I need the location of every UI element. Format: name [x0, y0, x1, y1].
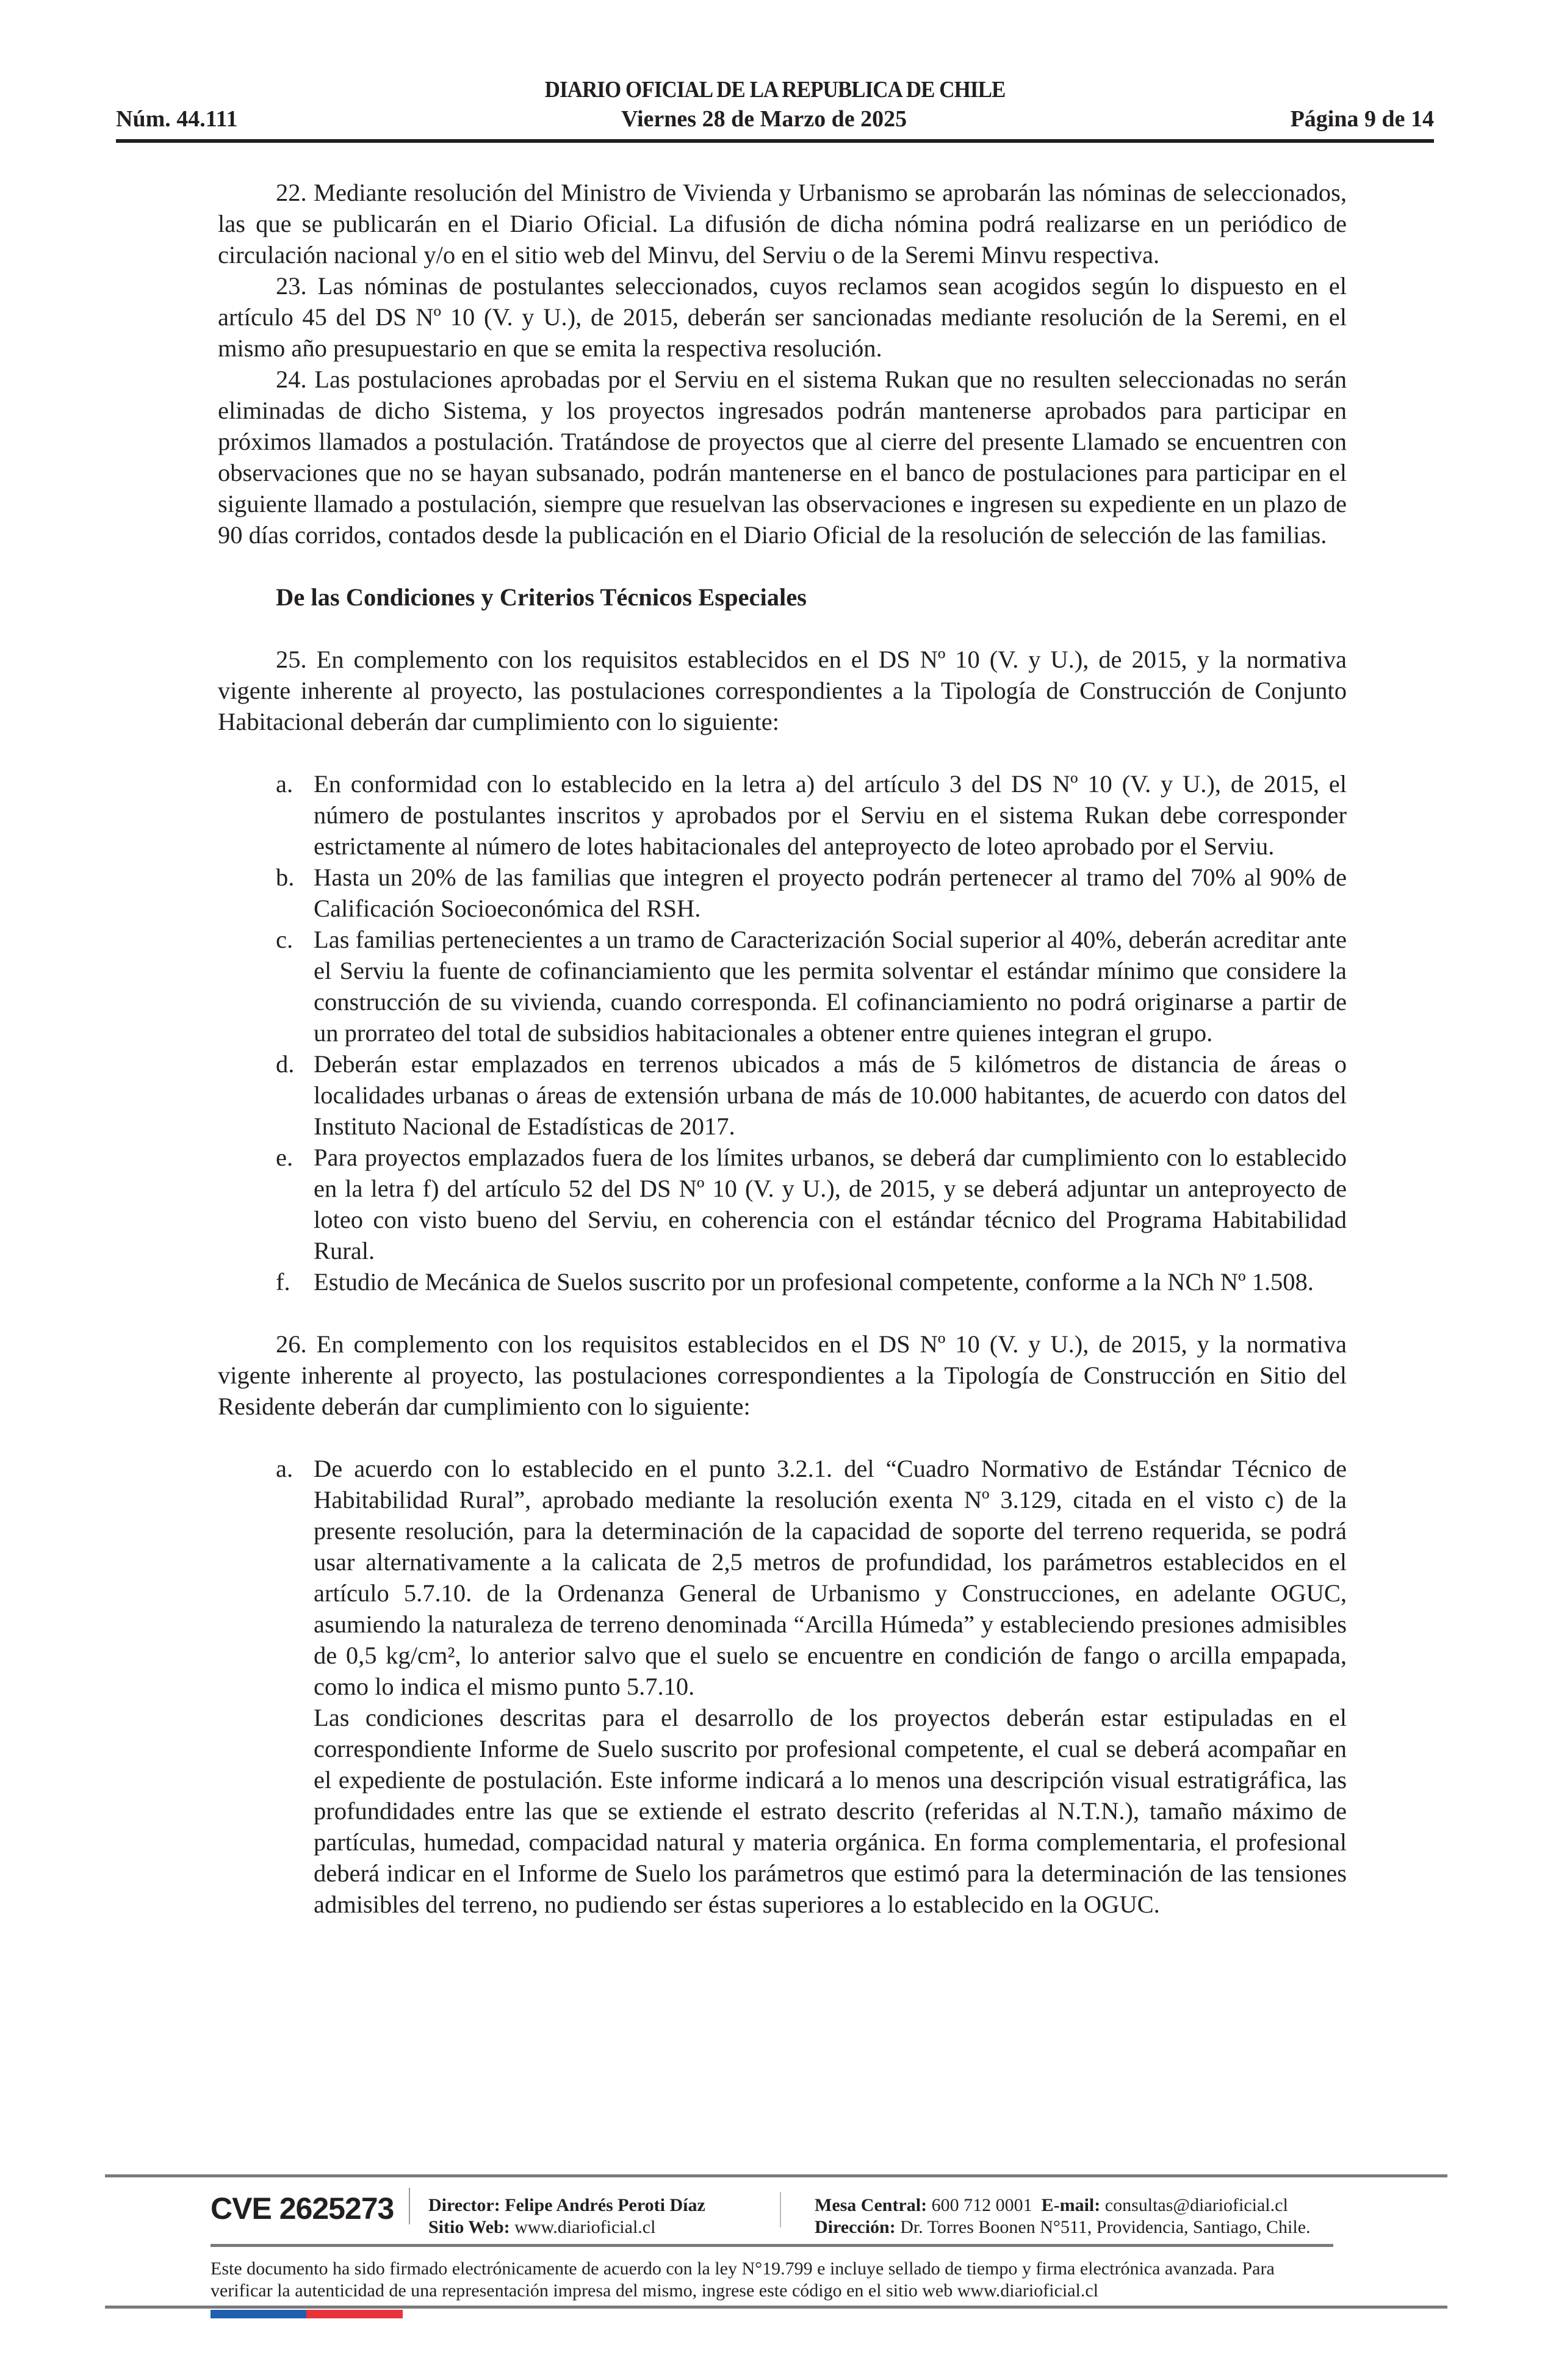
issue-number: Núm. 44.111: [116, 106, 238, 132]
publication-title: DIARIO OFICIAL DE LA REPUBLICA DE CHILE: [544, 77, 1006, 103]
cve-code: CVE 2625273: [211, 2191, 394, 2226]
web-label: Sitio Web:: [428, 2217, 510, 2237]
email-label: E-mail:: [1041, 2195, 1101, 2215]
paragraph-24: 24. Las postulaciones aprobadas por el Serviu en el sistema Rukan que no resulten seleccionadas no serán eliminadas de dicho Sistema, y los proyectos ingresados podrán mantenerse aprobados para participar en próximos llamados a postulación. Tratándose de proyectos que al cierre del presente Llamado se encuentren con observaciones que no se hayan subsanado, podrán mantenerse en el banco de postulaciones para participar en el siguiente llamado a postulación, siempre que resuelvan las observaciones e ingresen su expediente en un plazo de 90 días corridos, contados desde la publicación en el Diario Oficial de la resolución de selección de las familias.: [218, 366, 1347, 549]
phone-label: Mesa Central:: [815, 2195, 927, 2215]
page-header: [116, 76, 1434, 132]
footer-separator: [780, 2192, 781, 2227]
list-item: a. En conformidad con lo establecido en la letra a) del artículo 3 del DS Nº 10 (V. y U.), de 2015, el número de postulantes inscritos y aprobados por el Serviu en el sistema Rukan debe corresponder estrictamente al número de lotes habitacionales del anteproyecto de loteo aprobado por el Serviu.: [276, 770, 1347, 860]
list-item: b. Hasta un 20% de las familias que integren el proyecto podrán pertenecer al tramo del 70% al 90% de Calificación Socioeconómica del RSH.: [276, 864, 1347, 922]
list-item: a. De acuerdo con lo establecido en el punto 3.2.1. del “Cuadro Normativo de Estándar Técnico de Habitabilidad Rural”, aprobado mediante la resolución exenta Nº 3.129, citada en el visto c) de la presente resolución, para la determinación de la capacidad de soporte del terreno requerida, se podrá usar alternativamente a la calicata de 2,5 metros de profundidad, los parámetros establecidos en el artículo 5.7.10. de la Ordenanza General de Urbanismo y Construcciones, en adelante OGUC, asumiendo la naturaleza de terreno denominada “Arcilla Húmeda” y estableciendo presiones admisibles de 0,5 kg/cm², lo anterior salvo que el suelo se encuentre en condición de fango o arcilla empapada, como lo indica el mismo punto 5.7.10. Las condiciones descritas para el desarrollo de los proyectos deberán estar estipuladas en el correspondiente Informe de Suelo suscrito por profesional competente, el cual se deberá acompañar en el expediente de postulación. Este informe indicará a lo menos una descripción visual estratigráfica, las profundidades entre las que se extiende el estrato descrito (referidas al N.T.N.), tamaño máximo de partículas, humedad, compacidad natural y materia orgánica. En forma complementaria, el profesional deberá indicar en el Informe de Suelo los parámetros que estimó para la determinación de las tensiones admisibles del terreno, no pudiendo ser éstas superiores a lo establecido en la OGUC.: [218, 1453, 1347, 1920]
website-link[interactable]: www.diarioficial.cl: [514, 2217, 656, 2237]
paragraph-23: 23. Las nóminas de postulantes seleccionados, cuyos reclamos sean acogidos según lo dispuesto en el artículo 45 del DS Nº 10 (V. y U.), de 2015, deberán ser sancionadas mediante resolución de la Seremi, en el mismo año presupuestario en que se emita la respectiva resolución.: [218, 272, 1347, 362]
flag-stripe-blue: [211, 2310, 306, 2318]
list-item: c. Las familias pertenecientes a un tramo de Caracterización Social superior al 40%, deberán acreditar ante el Serviu la fuente de cofinanciamiento que les permita solventar el estándar mínimo que considere la construcción de su vivienda, cuando corresponda. El cofinanciamiento no podrá originarse a partir de un prorrateo del total de subsidios habitacionales a obtener entre quienes integran el grupo.: [276, 926, 1347, 1047]
list-item-text: De acuerdo con lo establecido en el punto 3.2.1. del “Cuadro Normativo de Estándar Técnico de Habitabilidad Rural”, aprobado mediante la resolución exenta Nº 3.129, citada en el visto c) de la presente resolución, para la determinación de la capacidad de soporte del terreno requerida, se podrá usar alternativamente a la calicata de 2,5 metros de profundidad, los parámetros establecidos en el artículo 5.7.10. de la Ordenanza General de Urbanismo y Construcciones, en adelante OGUC, asumiendo la naturaleza de terreno denominada “Arcilla Húmeda” y estableciendo presiones admisibles de 0,5 kg/cm², lo anterior salvo que el suelo se encuentre en condición de fango o arcilla empapada, como lo indica el mismo punto 5.7.10.: [314, 1455, 1347, 1700]
footer-separator: [409, 2188, 410, 2224]
list-item: f. Estudio de Mecánica de Suelos suscrito por un profesional competente, conforme a la NCh Nº 1.508.: [276, 1268, 1314, 1296]
signature-disclaimer: Este documento ha sido firmado electrónicamente de acuerdo con la ley N°19.799 e incluye sellado de tiempo y firma electrónica avanzada. Para verificar la autenticidad de una representación impresa del mismo, ingrese este código en el sitio web www.diarioficial.cl: [211, 2259, 1275, 2301]
issue-date: Viernes 28 de Marzo de 2025: [621, 106, 907, 132]
email-link[interactable]: consultas@diarioficial.cl: [1104, 2195, 1288, 2215]
paragraph-25: 25. En complemento con los requisitos establecidos en el DS Nº 10 (V. y U.), de 2015, y la normativa vigente inherente al proyecto, las postulaciones correspondientes a la Tipología de Construcción de Conjunto Habitacional deberán dar cumplimiento con lo siguiente:: [218, 646, 1347, 735]
phone-number: 600 712 0001: [931, 2195, 1032, 2215]
list-item: d. Deberán estar emplazados en terrenos ubicados a más de 5 kilómetros de distancia de áreas o localidades urbanas o áreas de extensión urbana de más de 10.000 habitantes, de acuerdo con datos del Instituto Nacional de Estadísticas de 2017.: [276, 1050, 1347, 1140]
address: Dr. Torres Boonen N°511, Providencia, Santiago, Chile.: [900, 2217, 1311, 2237]
director-name: Felipe Andrés Peroti Díaz: [505, 2195, 705, 2215]
list-26: [218, 1453, 1347, 1920]
footer-contact-block: [815, 2194, 1311, 2238]
footer-divider: [105, 2306, 1447, 2309]
footer-director-block: [428, 2194, 705, 2238]
paragraph-22: 22. Mediante resolución del Ministro de Vivienda y Urbanismo se aprobarán las nóminas de seleccionados, las que se publicarán en el Diario Oficial. La difusión de dicha nómina podrá realizarse en un periódico de circulación nacional y/o en el sitio web del Minvu, del Serviu o de la Seremi Minvu respectiva.: [218, 179, 1347, 269]
address-label: Dirección:: [815, 2217, 896, 2237]
flag-stripe-red: [306, 2310, 403, 2318]
list-25: [218, 768, 1347, 1297]
footer-divider: [105, 2174, 1447, 2177]
section-heading: De las Condiciones y Criterios Técnicos Especiales: [276, 583, 807, 611]
header-divider: [116, 139, 1434, 143]
paragraph-26: 26. En complemento con los requisitos establecidos en el DS Nº 10 (V. y U.), de 2015, y la normativa vigente inherente al proyecto, las postulaciones correspondientes a la Tipología de Construcción en Sitio del Residente deberán dar cumplimiento con lo siguiente:: [218, 1330, 1347, 1420]
list-item: e. Para proyectos emplazados fuera de los límites urbanos, se deberá dar cumplimiento con lo establecido en la letra f) del artículo 52 del DS Nº 10 (V. y U.), de 2015, y se deberá adjuntar un anteproyecto de loteo con visto bueno del Serviu, en coherencia con el estándar técnico del Programa Habitabilidad Rural.: [276, 1144, 1347, 1264]
footer-divider: [211, 2244, 1333, 2247]
director-label: Director:: [428, 2195, 500, 2215]
page-number: Página 9 de 14: [1290, 106, 1434, 132]
list-item-text-continued: Las condiciones descritas para el desarrollo de los proyectos deberán estar estipuladas en el correspondiente Informe de Suelo suscrito por profesional competente, el cual se deberá acompañar en el expediente de postulación. Este informe indicará a lo menos una descripción visual estratigráfica, las profundidades entre las que se extiende el estrato descrito (referidas al N.T.N.), tamaño máximo de partículas, humedad, compacidad natural y materia orgánica. En forma complementaria, el profesional deberá indicar en el Informe de Suelo los parámetros que estimó para la determinación de las tensiones admisibles del terreno, no pudiendo ser éstas superiores a lo establecido en la OGUC.: [314, 1704, 1347, 1918]
document-body: [218, 177, 1347, 1920]
